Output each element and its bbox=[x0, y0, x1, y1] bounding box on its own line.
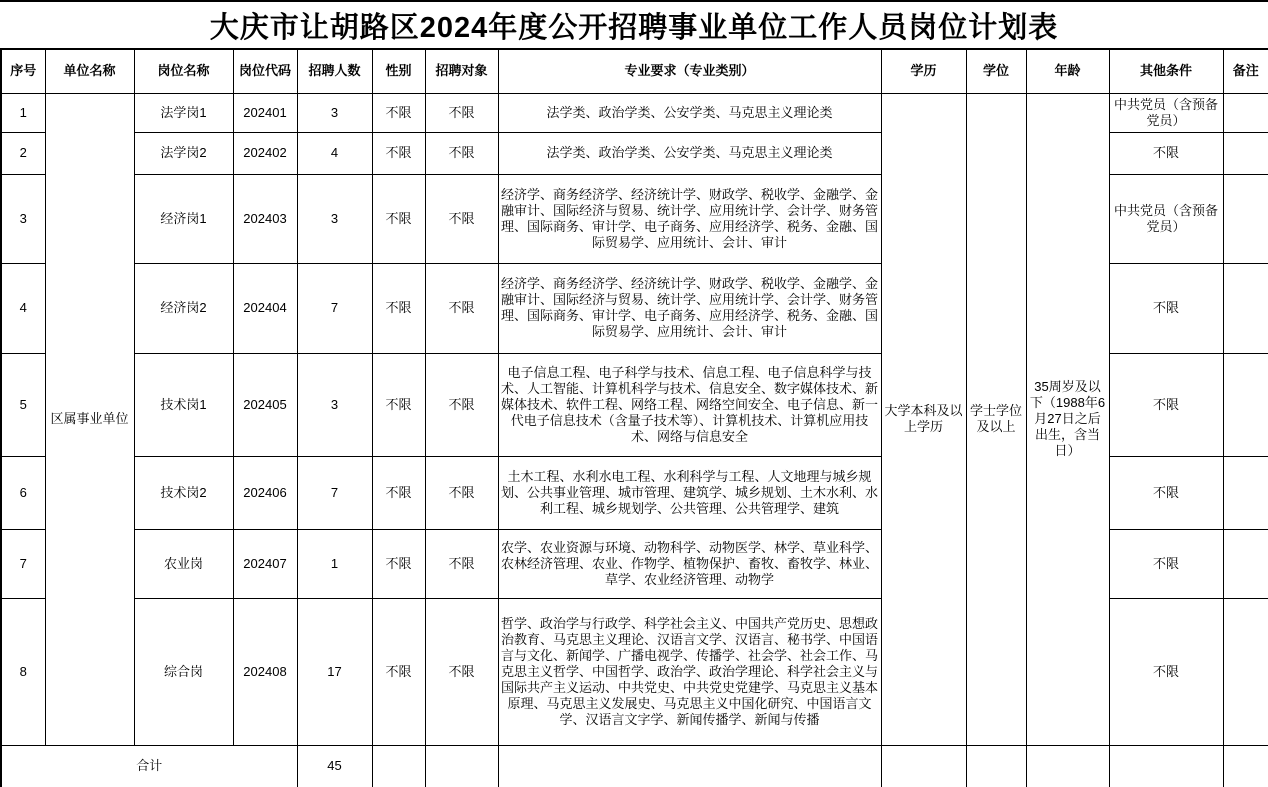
headcount-cell: 3 bbox=[297, 174, 372, 263]
total-empty-gender-cell bbox=[372, 745, 425, 787]
headcount-cell: 7 bbox=[297, 263, 372, 353]
majors-cell: 经济学、商务经济学、经济统计学、财政学、税收学、金融学、金融审计、国际经济与贸易、统计学、应用统计学、会计学、财务管理、国际商务、审计学、电子商务、应用经济学、税务、金融、国际贸易学、应用统计、会计、审计 bbox=[498, 263, 881, 353]
col-header-age: 年龄 bbox=[1026, 49, 1109, 93]
gender-cell: 不限 bbox=[372, 529, 425, 598]
total-empty-education-cell bbox=[881, 745, 966, 787]
majors-cell: 土木工程、水利水电工程、水利科学与工程、人文地理与城乡规划、公共事业管理、城市管理、建筑学、城乡规划、土木水利、水利工程、城乡规划学、公共管理、公共管理学、建筑 bbox=[498, 456, 881, 529]
majors-cell: 电子信息工程、电子科学与技术、信息工程、电子信息科学与技术、人工智能、计算机科学与技术、信息安全、数字媒体技术、新媒体技术、软件工程、网络工程、网络空间安全、电子信息、新一代电子信息技术（含量子技术等）、计算机技术、计算机应用技术、网络与信息安全 bbox=[498, 353, 881, 456]
seq-cell: 3 bbox=[1, 174, 45, 263]
position-cell: 技术岗2 bbox=[134, 456, 233, 529]
position-cell: 农业岗 bbox=[134, 529, 233, 598]
position-cell: 法学岗1 bbox=[134, 93, 233, 132]
remark-cell bbox=[1223, 529, 1268, 598]
code-cell: 202407 bbox=[233, 529, 297, 598]
col-header-other-conditions: 其他条件 bbox=[1109, 49, 1223, 93]
total-label-cell: 合计 bbox=[1, 745, 297, 787]
other-conditions-cell: 不限 bbox=[1109, 456, 1223, 529]
remark-cell bbox=[1223, 598, 1268, 745]
job-plan-table bbox=[0, 48, 1268, 787]
headcount-cell: 17 bbox=[297, 598, 372, 745]
col-header-target: 招聘对象 bbox=[425, 49, 498, 93]
remark-cell bbox=[1223, 93, 1268, 132]
seq-cell: 5 bbox=[1, 353, 45, 456]
majors-cell: 农学、农业资源与环境、动物科学、动物医学、林学、草业科学、农林经济管理、农业、作物学、植物保护、畜牧、畜牧学、林业、草学、农业经济管理、动物学 bbox=[498, 529, 881, 598]
code-cell: 202404 bbox=[233, 263, 297, 353]
majors-cell: 哲学、政治学与行政学、科学社会主义、中国共产党历史、思想政治教育、马克思主义理论、汉语言文学、汉语言、秘书学、中国语言与文化、新闻学、广播电视学、传播学、社会学、社会工作、马克思主义哲学、中国哲学、政治学、政治学理论、科学社会主义与国际共产主义运动、中共党史、中共党史党建学、马克思主义基本原理、马克思主义发展史、马克思主义中国化研究、中国语言文学、汉语言文字学、新闻传播学、新闻与传播 bbox=[498, 598, 881, 745]
total-row bbox=[1, 745, 1268, 787]
page-title: 大庆市让胡路区2024年度公开招聘事业单位工作人员岗位计划表 bbox=[209, 11, 1059, 44]
total-empty-target-cell bbox=[425, 745, 498, 787]
target-cell: 不限 bbox=[425, 263, 498, 353]
remark-cell bbox=[1223, 353, 1268, 456]
col-header-position-code: 岗位代码 bbox=[233, 49, 297, 93]
gender-cell: 不限 bbox=[372, 353, 425, 456]
total-empty-degree-cell bbox=[966, 745, 1026, 787]
position-cell: 技术岗1 bbox=[134, 353, 233, 456]
total-count-cell: 45 bbox=[297, 745, 372, 787]
other-conditions-cell: 不限 bbox=[1109, 353, 1223, 456]
target-cell: 不限 bbox=[425, 132, 498, 174]
code-cell: 202402 bbox=[233, 132, 297, 174]
age-cell: 35周岁及以下（1988年6月27日之后出生，含当日） bbox=[1026, 93, 1109, 745]
col-header-remark: 备注 bbox=[1223, 49, 1268, 93]
target-cell: 不限 bbox=[425, 456, 498, 529]
col-header-majors: 专业要求（专业类别） bbox=[498, 49, 881, 93]
position-cell: 法学岗2 bbox=[134, 132, 233, 174]
other-conditions-cell: 不限 bbox=[1109, 598, 1223, 745]
position-cell: 经济岗1 bbox=[134, 174, 233, 263]
code-cell: 202405 bbox=[233, 353, 297, 456]
total-empty-other-cell bbox=[1109, 745, 1223, 787]
majors-cell: 经济学、商务经济学、经济统计学、财政学、税收学、金融学、金融审计、国际经济与贸易、统计学、应用统计学、会计学、财务管理、国际商务、审计学、电子商务、应用经济学、税务、金融、国际贸易学、应用统计、会计、审计 bbox=[498, 174, 881, 263]
remark-cell bbox=[1223, 263, 1268, 353]
majors-cell: 法学类、政治学类、公安学类、马克思主义理论类 bbox=[498, 93, 881, 132]
code-cell: 202406 bbox=[233, 456, 297, 529]
gender-cell: 不限 bbox=[372, 174, 425, 263]
other-conditions-cell: 中共党员（含预备党员） bbox=[1109, 174, 1223, 263]
headcount-cell: 7 bbox=[297, 456, 372, 529]
col-header-unit-name: 单位名称 bbox=[45, 49, 134, 93]
other-conditions-cell: 不限 bbox=[1109, 132, 1223, 174]
position-cell: 经济岗2 bbox=[134, 263, 233, 353]
target-cell: 不限 bbox=[425, 353, 498, 456]
header-row bbox=[1, 49, 1268, 93]
total-empty-remark-cell bbox=[1223, 745, 1268, 787]
headcount-cell: 3 bbox=[297, 93, 372, 132]
col-header-education: 学历 bbox=[881, 49, 966, 93]
target-cell: 不限 bbox=[425, 93, 498, 132]
target-cell: 不限 bbox=[425, 174, 498, 263]
col-header-gender: 性别 bbox=[372, 49, 425, 93]
education-cell: 大学本科及以上学历 bbox=[881, 93, 966, 745]
seq-cell: 4 bbox=[1, 263, 45, 353]
gender-cell: 不限 bbox=[372, 263, 425, 353]
unit-name-cell: 区属事业单位 bbox=[45, 93, 134, 745]
other-conditions-cell: 不限 bbox=[1109, 529, 1223, 598]
gender-cell: 不限 bbox=[372, 132, 425, 174]
col-header-seq: 序号 bbox=[1, 49, 45, 93]
code-cell: 202401 bbox=[233, 93, 297, 132]
gender-cell: 不限 bbox=[372, 598, 425, 745]
target-cell: 不限 bbox=[425, 598, 498, 745]
remark-cell bbox=[1223, 174, 1268, 263]
headcount-cell: 3 bbox=[297, 353, 372, 456]
seq-cell: 1 bbox=[1, 93, 45, 132]
gender-cell: 不限 bbox=[372, 93, 425, 132]
code-cell: 202403 bbox=[233, 174, 297, 263]
target-cell: 不限 bbox=[425, 529, 498, 598]
table-row bbox=[1, 93, 1268, 132]
seq-cell: 6 bbox=[1, 456, 45, 529]
col-header-degree: 学位 bbox=[966, 49, 1026, 93]
remark-cell bbox=[1223, 456, 1268, 529]
total-empty-age-cell bbox=[1026, 745, 1109, 787]
seq-cell: 7 bbox=[1, 529, 45, 598]
headcount-cell: 1 bbox=[297, 529, 372, 598]
gender-cell: 不限 bbox=[372, 456, 425, 529]
col-header-position-name: 岗位名称 bbox=[134, 49, 233, 93]
position-cell: 综合岗 bbox=[134, 598, 233, 745]
seq-cell: 8 bbox=[1, 598, 45, 745]
total-empty-majors-cell bbox=[498, 745, 881, 787]
majors-cell: 法学类、政治学类、公安学类、马克思主义理论类 bbox=[498, 132, 881, 174]
other-conditions-cell: 不限 bbox=[1109, 263, 1223, 353]
col-header-headcount: 招聘人数 bbox=[297, 49, 372, 93]
other-conditions-cell: 中共党员（含预备党员） bbox=[1109, 93, 1223, 132]
headcount-cell: 4 bbox=[297, 132, 372, 174]
code-cell: 202408 bbox=[233, 598, 297, 745]
remark-cell bbox=[1223, 132, 1268, 174]
degree-cell: 学士学位及以上 bbox=[966, 93, 1026, 745]
seq-cell: 2 bbox=[1, 132, 45, 174]
